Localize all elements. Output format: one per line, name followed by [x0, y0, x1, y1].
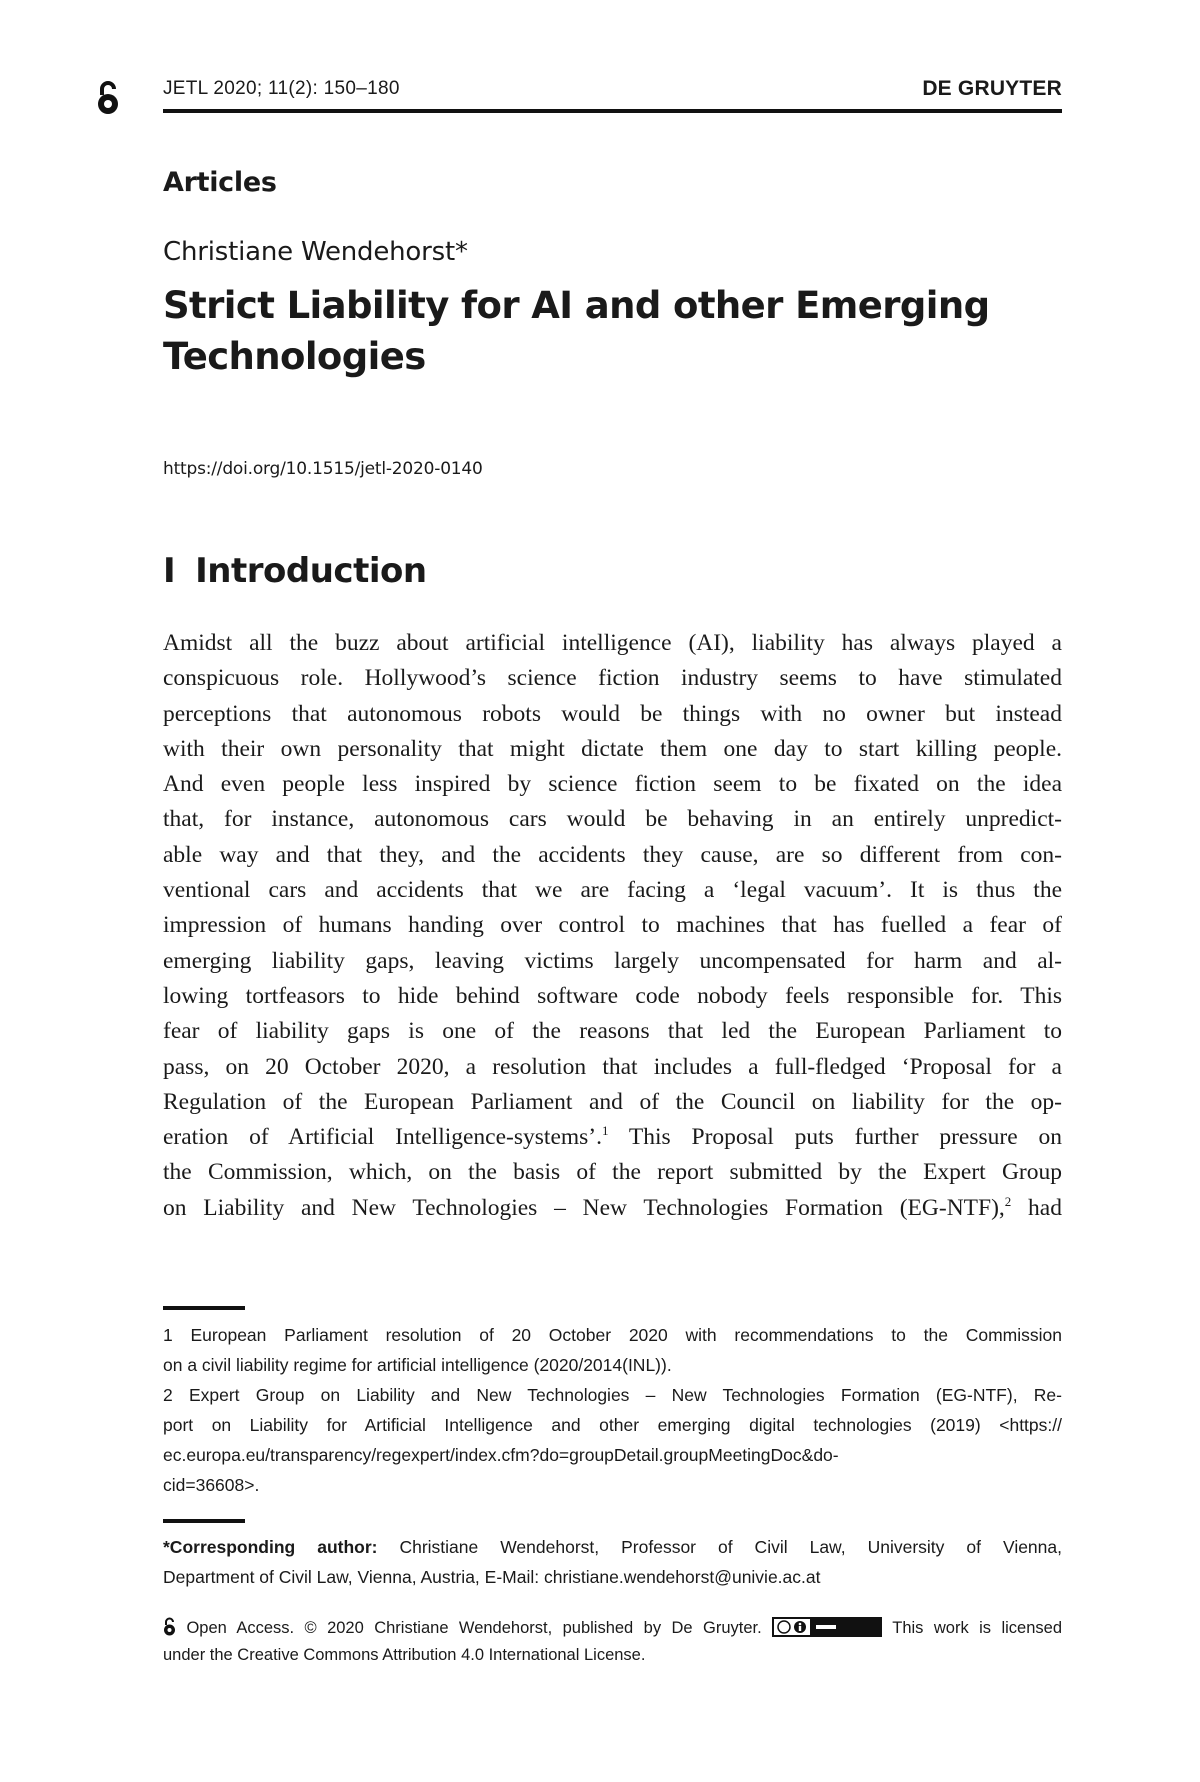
- corresponding-line: Department of Civil Law, Vienna, Austria, E-Mail: christiane.wendehorst@univie.ac.at: [163, 1567, 821, 1587]
- corresponding-line: [163, 1532, 1062, 1562]
- footnote-ref-1[interactable]: 1: [602, 1123, 609, 1139]
- header-rule: [163, 109, 1062, 113]
- body-line: lowing tortfeasors to hide behind software code nobody feels responsible for. This: [163, 982, 1062, 1009]
- section-title: Introduction: [195, 551, 427, 591]
- article-category: Articles: [163, 167, 277, 198]
- body-line: [163, 1120, 1062, 1155]
- body-line: Amidst all the buzz about artificial intelligence (AI), liability has always played a: [163, 630, 1062, 656]
- body-line: conspicuous role. Hollywood’s science fiction industry seems to have stimulated: [163, 665, 1062, 692]
- open-access-statement: [163, 1615, 1062, 1669]
- body-line: able way and that they, and the accidents they cause, are so different from con-: [163, 841, 1062, 868]
- open-access-text: This work is licensed: [892, 1619, 1062, 1637]
- doi-link[interactable]: https://doi.org/10.1515/jetl-2020-0140: [163, 459, 483, 479]
- body-line: perceptions that autonomous robots would be things with no owner but instead: [163, 700, 1062, 727]
- body-line: pass, on 20 October 2020, a resolution that includes a full-fledged ‘Proposal for a: [163, 1053, 1062, 1080]
- footnotes: [163, 1320, 1062, 1500]
- footnote-line: ec.europa.eu/transparency/regexpert/index.cfm?do=groupDetail.groupMeetingDoc&do-: [163, 1445, 839, 1465]
- journal-reference: JETL 2020; 11(2): 150–180: [163, 78, 400, 99]
- corresponding-label: *Corresponding author:: [163, 1537, 378, 1557]
- body-text-span: had: [1011, 1194, 1062, 1221]
- open-access-line: under the Creative Commons Attribution 4.0 International License.: [163, 1646, 646, 1664]
- open-access-lock-icon: [163, 1617, 176, 1636]
- body-line: that, for instance, autonomous cars would be behaving in an entirely unpredict-: [163, 806, 1062, 833]
- footnote-line: 1 European Parliament resolution of 20 October 2020 with recommendations to the Commission: [163, 1325, 1062, 1345]
- article-title: Strict Liability for AI and other Emerging Technologies: [163, 284, 990, 378]
- section-heading: [163, 551, 427, 591]
- publisher-name: DE GRUYTER: [922, 77, 1062, 100]
- body-line: impression of humans handing over control to machines that has fuelled a fear of: [163, 912, 1062, 939]
- open-access-text: Open Access. © 2020 Christiane Wendehorst, published by De Gruyter.: [186, 1619, 762, 1637]
- corresponding-author-note: [163, 1532, 1062, 1592]
- section-number: I: [163, 551, 176, 591]
- body-line: fear of liability gaps is one of the reasons that led the European Parliament to: [163, 1018, 1062, 1045]
- body-paragraph: [163, 626, 1062, 1226]
- footnote-line: port on Liability for Artificial Intelligence and other emerging digital technologies (2019) <https://: [163, 1415, 1062, 1435]
- footnote-ref-2[interactable]: 2: [1004, 1193, 1012, 1209]
- body-line: with their own personality that might dictate them one day to start killing people.: [163, 735, 1062, 762]
- body-text-span: on Liability and New Technologies – New Technologies Formation (EG-NTF),: [163, 1194, 1005, 1221]
- footnote-rule: [163, 1519, 245, 1523]
- body-line: Regulation of the European Parliament and of the Council on liability for the op-: [163, 1088, 1062, 1115]
- open-access-lock-icon: [96, 80, 120, 116]
- body-line: [163, 1191, 1062, 1226]
- footnote-rule: [163, 1306, 245, 1310]
- body-line: the Commission, which, on the basis of the report submitted by the Expert Group: [163, 1159, 1062, 1186]
- author-name: Christiane Wendehorst*: [163, 237, 468, 267]
- footnote-line: on a civil liability regime for artificial intelligence (2020/2014(INL)).: [163, 1355, 672, 1375]
- corresponding-text: Christiane Wendehorst, Professor of Civil Law, University of Vienna,: [377, 1537, 1062, 1557]
- open-access-line: [163, 1615, 1062, 1642]
- body-line: emerging liability gaps, leaving victims largely uncompensated for harm and al-: [163, 947, 1062, 974]
- body-text-span: eration of Artificial Intelligence-systems’.: [163, 1124, 602, 1151]
- body-line: ventional cars and accidents that we are facing a ‘legal vacuum’. It is thus the: [163, 877, 1062, 904]
- body-line: And even people less inspired by science fiction seem to be fixated on the idea: [163, 771, 1062, 798]
- footnote-line: 2 Expert Group on Liability and New Technologies – New Technologies Formation (EG-NTF), Re-: [163, 1385, 1062, 1405]
- footnote-line: cid=36608>.: [163, 1475, 260, 1495]
- body-text-span: This Proposal puts further pressure on: [608, 1124, 1062, 1151]
- cc-by-license-badge[interactable]: [772, 1617, 882, 1637]
